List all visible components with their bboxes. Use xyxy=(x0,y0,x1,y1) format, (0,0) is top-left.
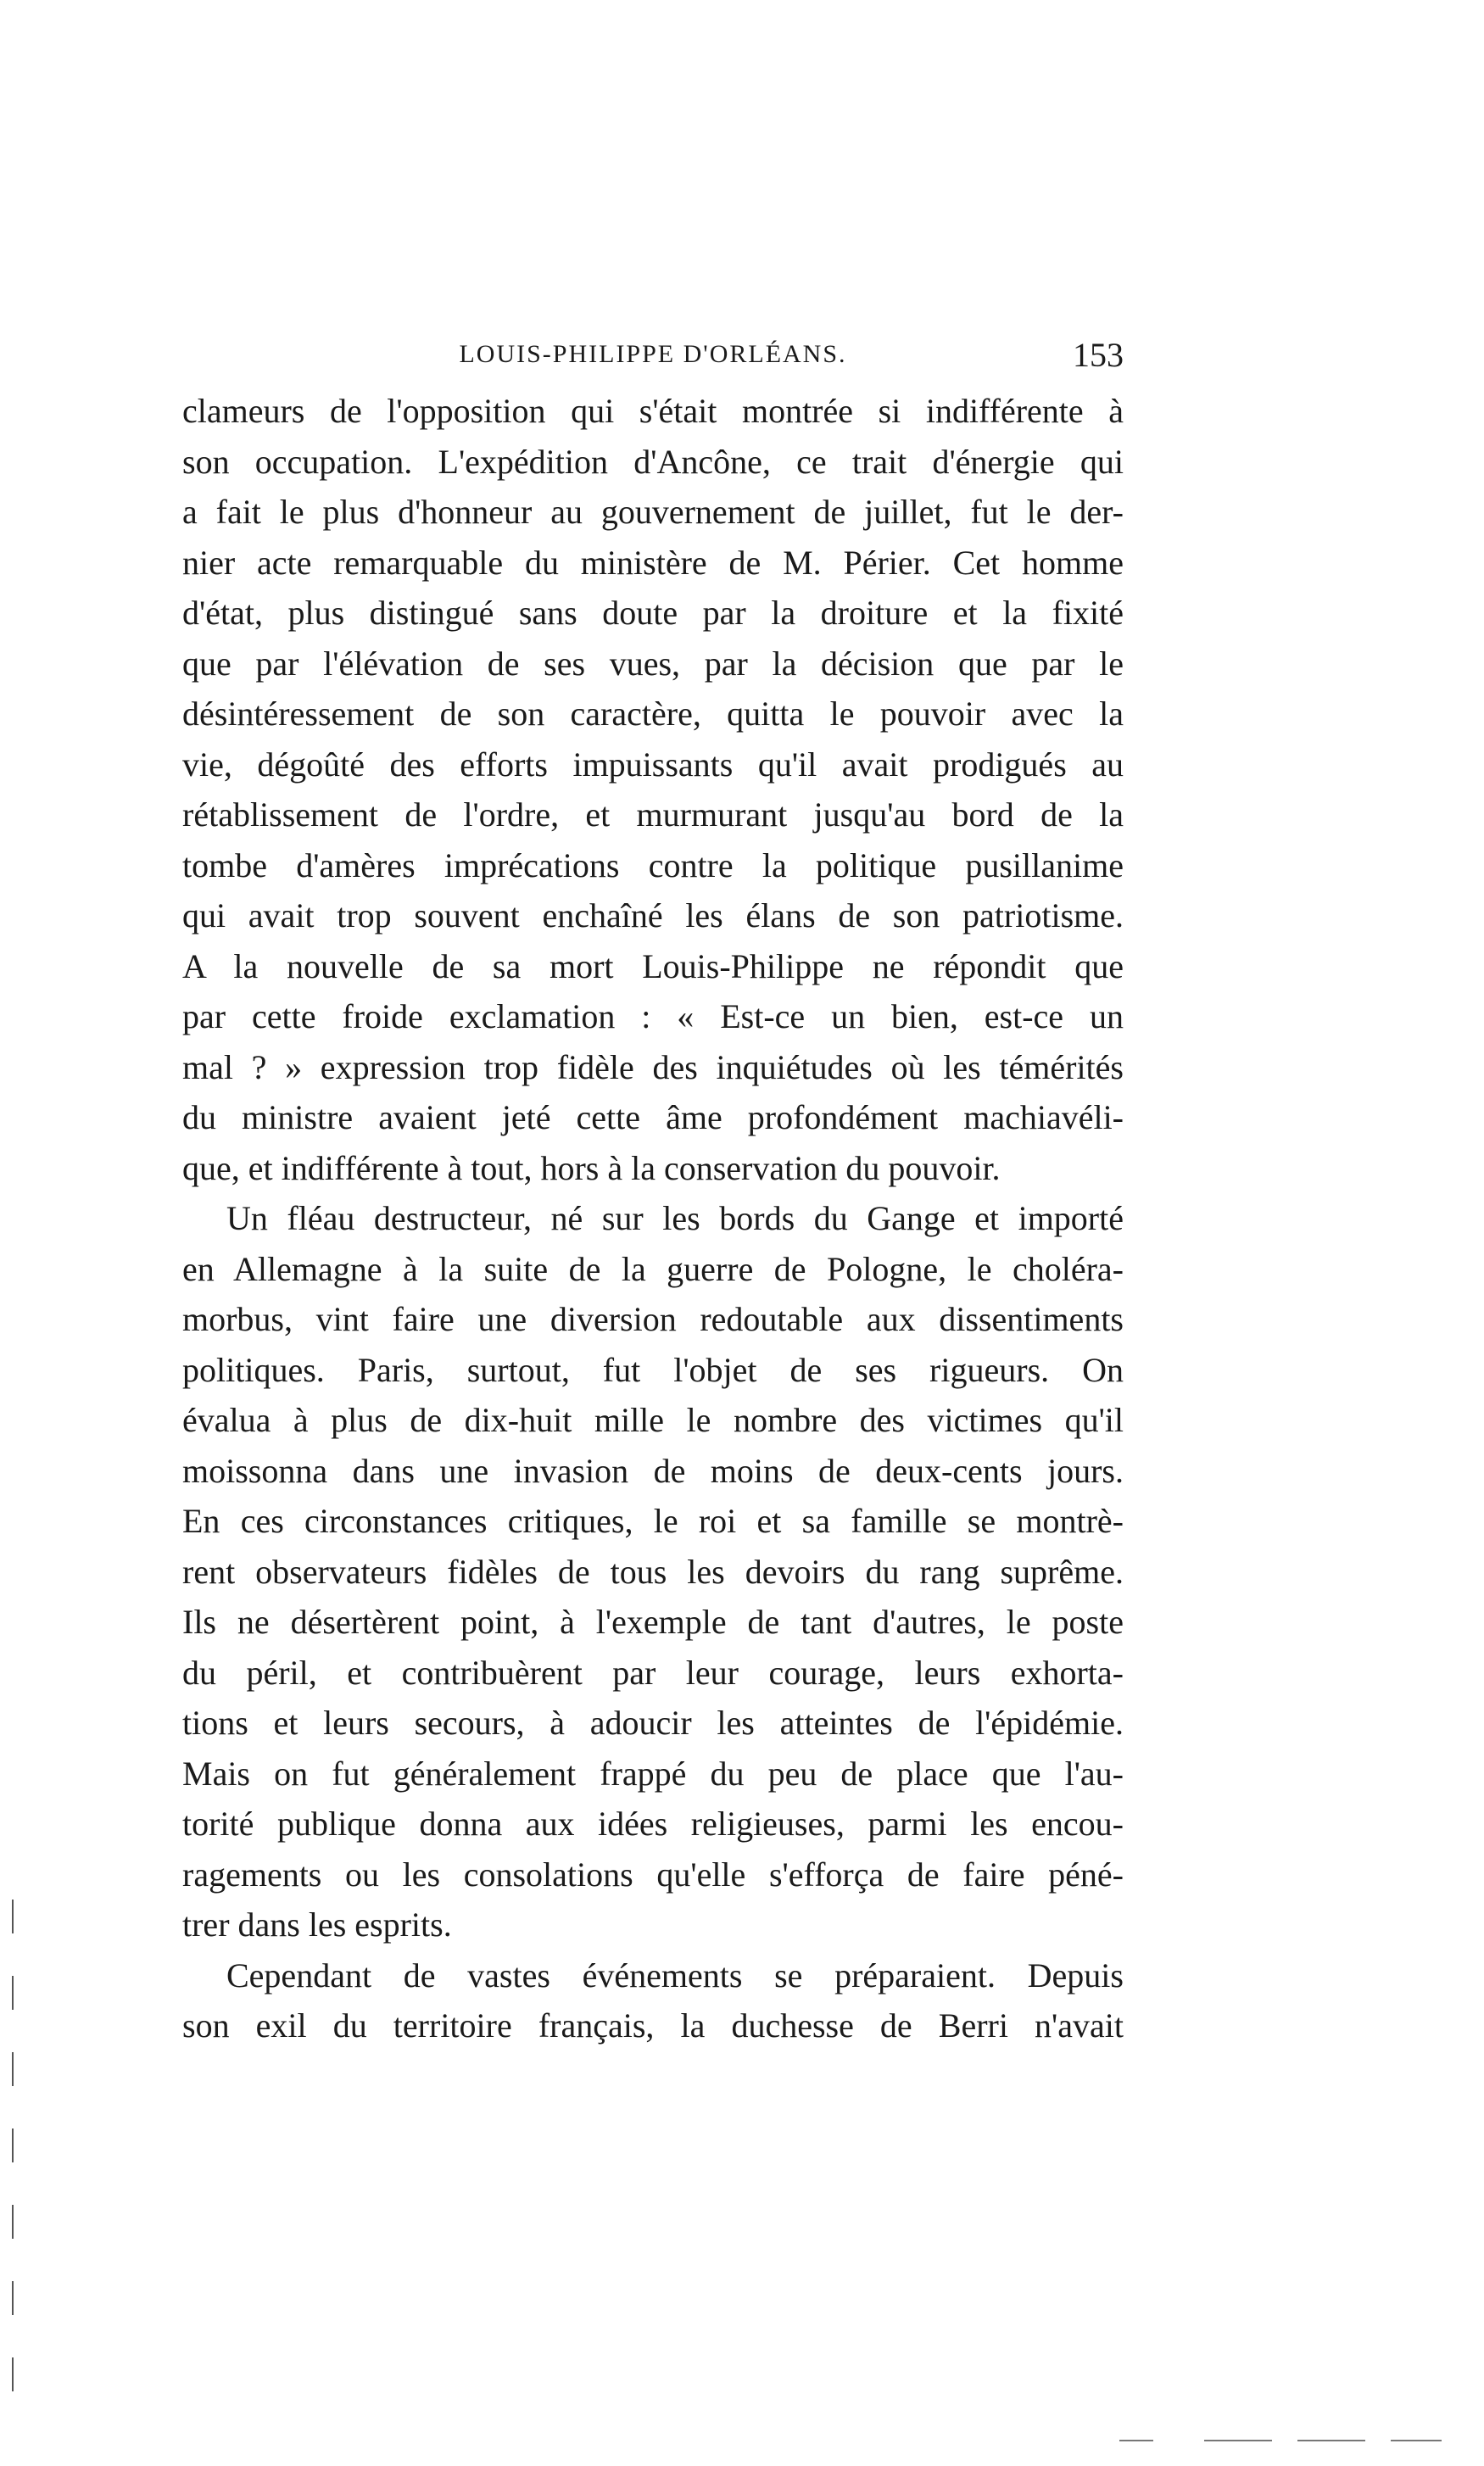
scan-artifact xyxy=(12,2281,14,2315)
text-line: vie, dégoûté des efforts impuissants qu'il avait prodigués au xyxy=(182,745,1124,784)
text-line: du ministre avaient jeté cette âme profondément machiavéli- xyxy=(182,1098,1124,1136)
text-line: tions et leurs secours, à adoucir les atteintes de l'épidémie. xyxy=(182,1704,1124,1742)
text-line: par cette froide exclamation : « Est-ce un bien, est-ce un xyxy=(182,997,1124,1035)
text-line: Mais on fut généralement frappé du peu de place que l'au- xyxy=(182,1754,1124,1793)
paragraph xyxy=(182,1193,1124,1950)
text-line: trer dans les esprits. xyxy=(182,1905,452,1944)
text-line: évalua à plus de dix-huit mille le nombre des victimes qu'il xyxy=(182,1401,1124,1439)
text-line: a fait le plus d'honneur au gouvernement de juillet, fut le der- xyxy=(182,493,1124,531)
text-line: mal ? » expression trop fidèle des inquiétudes où les témérités xyxy=(182,1047,1124,1086)
scan-artifact xyxy=(12,1900,14,1933)
paragraph xyxy=(182,386,1124,1193)
text-line: rétablissement de l'ordre, et murmurant jusqu'au bord de la xyxy=(182,795,1124,834)
page-number: 153 xyxy=(1073,336,1124,374)
text-line: Cependant de vastes événements se préparaient. Depuis xyxy=(226,1956,1124,1995)
body-text xyxy=(182,386,1124,2051)
text-line: qui avait trop souvent enchaîné les élans de son patriotisme. xyxy=(182,896,1124,935)
text-line: que par l'élévation de ses vues, par la décision que par le xyxy=(182,644,1124,683)
text-line: Un fléau destructeur, né sur les bords du Gange et importé xyxy=(226,1199,1124,1237)
text-line: moissonna dans une invasion de moins de deux-cents jours. xyxy=(182,1451,1124,1490)
text-line: son occupation. L'expédition d'Ancône, ce trait d'énergie qui xyxy=(182,442,1124,481)
scan-artifact xyxy=(1391,2440,1442,2441)
text-line: nier acte remarquable du ministère de M. Périer. Cet homme xyxy=(182,543,1124,582)
scan-artifact xyxy=(12,2205,14,2239)
scan-artifact xyxy=(12,1976,14,2010)
scan-artifact xyxy=(12,2128,14,2162)
paragraph xyxy=(182,1950,1124,2051)
running-head xyxy=(182,335,1124,377)
scan-artifact xyxy=(1119,2440,1153,2441)
text-line: désintéressement de son caractère, quitta le pouvoir avec la xyxy=(182,695,1124,733)
text-line: A la nouvelle de sa mort Louis-Philippe ne répondit que xyxy=(182,946,1124,985)
text-line: politiques. Paris, surtout, fut l'objet de ses rigueurs. On xyxy=(182,1350,1124,1389)
scan-artifact xyxy=(12,2357,14,2391)
text-line: en Allemagne à la suite de la guerre de Pologne, le choléra- xyxy=(182,1249,1124,1288)
text-line: son exil du territoire français, la duchesse de Berri n'avait xyxy=(182,2006,1124,2045)
text-line: que, et indifférente à tout, hors à la conservation du pouvoir. xyxy=(182,1148,1001,1187)
text-line: clameurs de l'opposition qui s'était montrée si indifférente à xyxy=(182,392,1124,430)
text-line: du péril, et contribuèrent par leur courage, leurs exhorta- xyxy=(182,1653,1124,1692)
scan-artifact xyxy=(1297,2440,1365,2441)
text-line: ragements ou les consolations qu'elle s'efforça de faire péné- xyxy=(182,1855,1124,1894)
text-line: Ils ne désertèrent point, à l'exemple de tant d'autres, le poste xyxy=(182,1603,1124,1641)
text-line: torité publique donna aux idées religieuses, parmi les encou- xyxy=(182,1805,1124,1843)
text-line: rent observateurs fidèles de tous les devoirs du rang suprême. xyxy=(182,1552,1124,1591)
running-title: LOUIS-PHILIPPE D'ORLÉANS. xyxy=(459,340,847,368)
text-line: d'état, plus distingué sans doute par la droiture et la fixité xyxy=(182,594,1124,632)
text-line: tombe d'amères imprécations contre la politique pusillanime xyxy=(182,845,1124,884)
scan-artifact xyxy=(1204,2440,1272,2441)
text-line: morbus, vint faire une diversion redoutable aux dissentiments xyxy=(182,1300,1124,1338)
scan-artifact xyxy=(12,2052,14,2086)
text-line: En ces circonstances critiques, le roi et sa famille se montrè- xyxy=(182,1502,1124,1540)
